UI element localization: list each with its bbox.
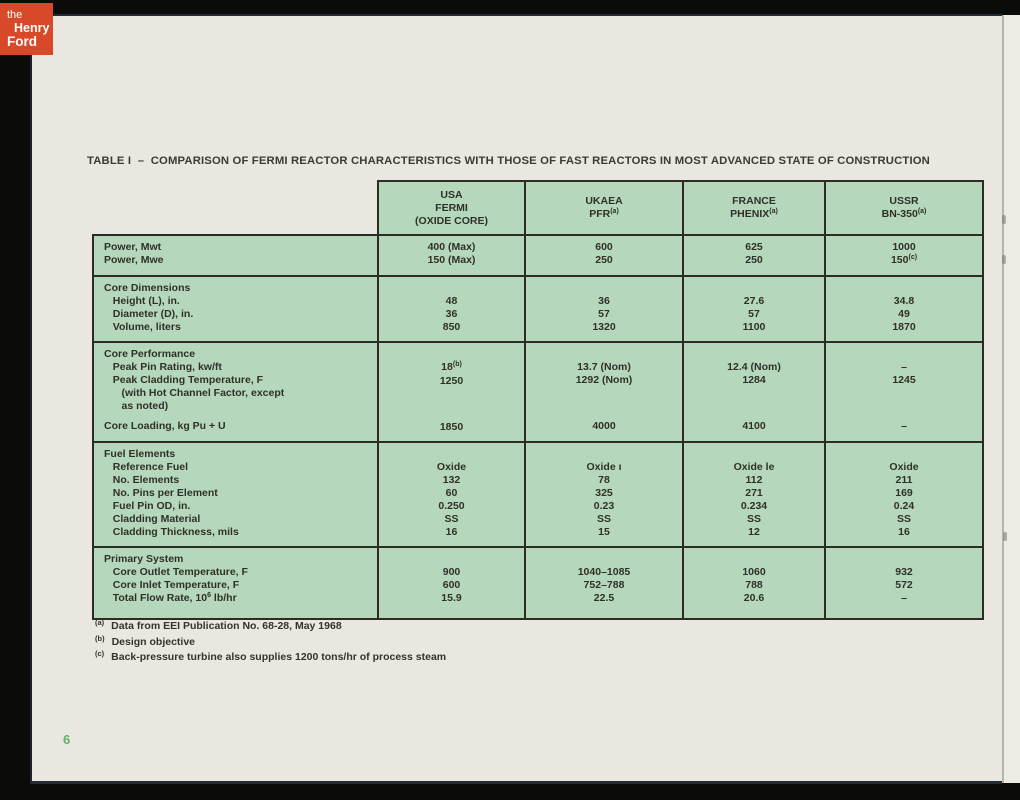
core-performance-usa-fermi: 18$^{(b)}$ 1250 1850 [378,342,525,442]
page-edge-mark [1002,215,1006,224]
row-labels-fuel-elements: Fuel Elements Reference Fuel No. Elements No. Pins per Element Fuel Pin OD, in. Cladding Material Cladding Thickness, mils [93,442,378,547]
footnote-b-marker: (b) [95,633,105,643]
logo-word-ford: Ford [7,34,37,49]
footnote-c-marker: (c) [95,649,105,658]
power-ussr-bn350: 1000 150$^{(c)}$ [825,235,983,276]
header-ukaea-pfr: UKAEA PFR$^{(a)}$ [525,181,683,235]
primary-system-france-phenix: 1060 788 20.6 [683,547,825,619]
reactor-comparison-table [92,180,984,620]
header-ussr-bn350: USSR BN-350$^{(a)}$ [825,181,983,235]
section-power [93,235,983,276]
core-dimensions-usa-fermi: 48 36 850 [378,276,525,342]
footnote-a-text: Data from EEI Publication No. 68-28, May 1968 [111,620,342,632]
henry-ford-logo [0,3,53,55]
fuel-elements-usa-fermi: Oxide 132 60 0.250 SS 16 [378,442,525,547]
section-primary-system [93,547,983,619]
table-title: TABLE I – COMPARISON OF FERMI REACTOR CHARACTERISTICS WITH THOSE OF FAST REACTORS IN MOST ADVANCED STATE OF CONSTRUCTION [87,155,930,167]
core-dimensions-france-phenix: 27.6 57 1100 [683,276,825,342]
page-number: 6 [63,732,71,747]
header-france-phenix: FRANCE PHENIX$^{(a)}$ [683,181,825,235]
page-edge-mark [1002,255,1006,264]
primary-system-usa-fermi: 900 600 15.9 [378,547,525,619]
power-usa-fermi: 400 (Max) 150 (Max) [378,235,525,276]
power-france-phenix: 625 250 [683,235,825,276]
section-core-performance [93,342,983,442]
footnote-c [95,650,446,666]
footnote-a-marker: (a) [95,618,105,627]
core-dimensions-ukaea-pfr: 36 57 1320 [525,276,683,342]
row-labels-primary-system: Primary System Core Outlet Temperature, F Core Inlet Temperature, F Total Flow Rate, $10^6$ lb/hr [93,547,378,619]
fuel-elements-ussr-bn350: Oxide 211 169 0.24 SS 16 [825,442,983,547]
core-performance-france-phenix: 12.4 (Nom) 1284 4100 [683,342,825,442]
adjacent-page-edge [1002,15,1020,783]
page-edge-mark [1003,532,1007,541]
power-ukaea-pfr: 600 250 [525,235,683,276]
core-performance-ukaea-pfr: 13.7 (Nom) 1292 (Nom) 4000 [525,342,683,442]
primary-system-ukaea-pfr: 1040–1085 752–788 22.5 [525,547,683,619]
footnote-b-text: Design objective [111,635,196,648]
header-usa-fermi: USA FERMI (OXIDE CORE) [378,181,525,235]
core-dimensions-ussr-bn350: 34.8 49 1870 [825,276,983,342]
primary-system-ussr-bn350: 932 572 – [825,547,983,619]
row-labels-power: Power, Mwt Power, Mwe [93,235,378,276]
document-page [30,14,1002,784]
footnote-a [95,619,446,635]
section-fuel-elements [93,442,983,547]
section-core-dimensions [93,276,983,342]
fuel-elements-ukaea-pfr: Oxide ı 78 325 0.23 SS 15 [525,442,683,547]
fuel-elements-france-phenix: Oxide le 112 271 0.234 SS 12 [683,442,825,547]
core-performance-ussr-bn350: – 1245 – [825,342,983,442]
footnote-c-text: Back-pressure turbine also supplies 1200 tons/hr of process steam [111,651,447,663]
logo-word-henry: Henry [14,21,50,35]
row-labels-core-performance: Core Performance Peak Pin Rating, kw/ft Peak Cladding Temperature, F (with Hot Channel Factor, except as noted) Core Loading, kg Pu + U [93,342,378,442]
table-header-row [93,181,983,235]
row-labels-core-dimensions: Core Dimensions Height (L), in. Diameter (D), in. Volume, liters [93,276,378,342]
footnote-b [95,635,446,651]
header-empty-cell [93,181,378,235]
footnotes [95,619,446,666]
logo-word-the: the [7,9,23,21]
